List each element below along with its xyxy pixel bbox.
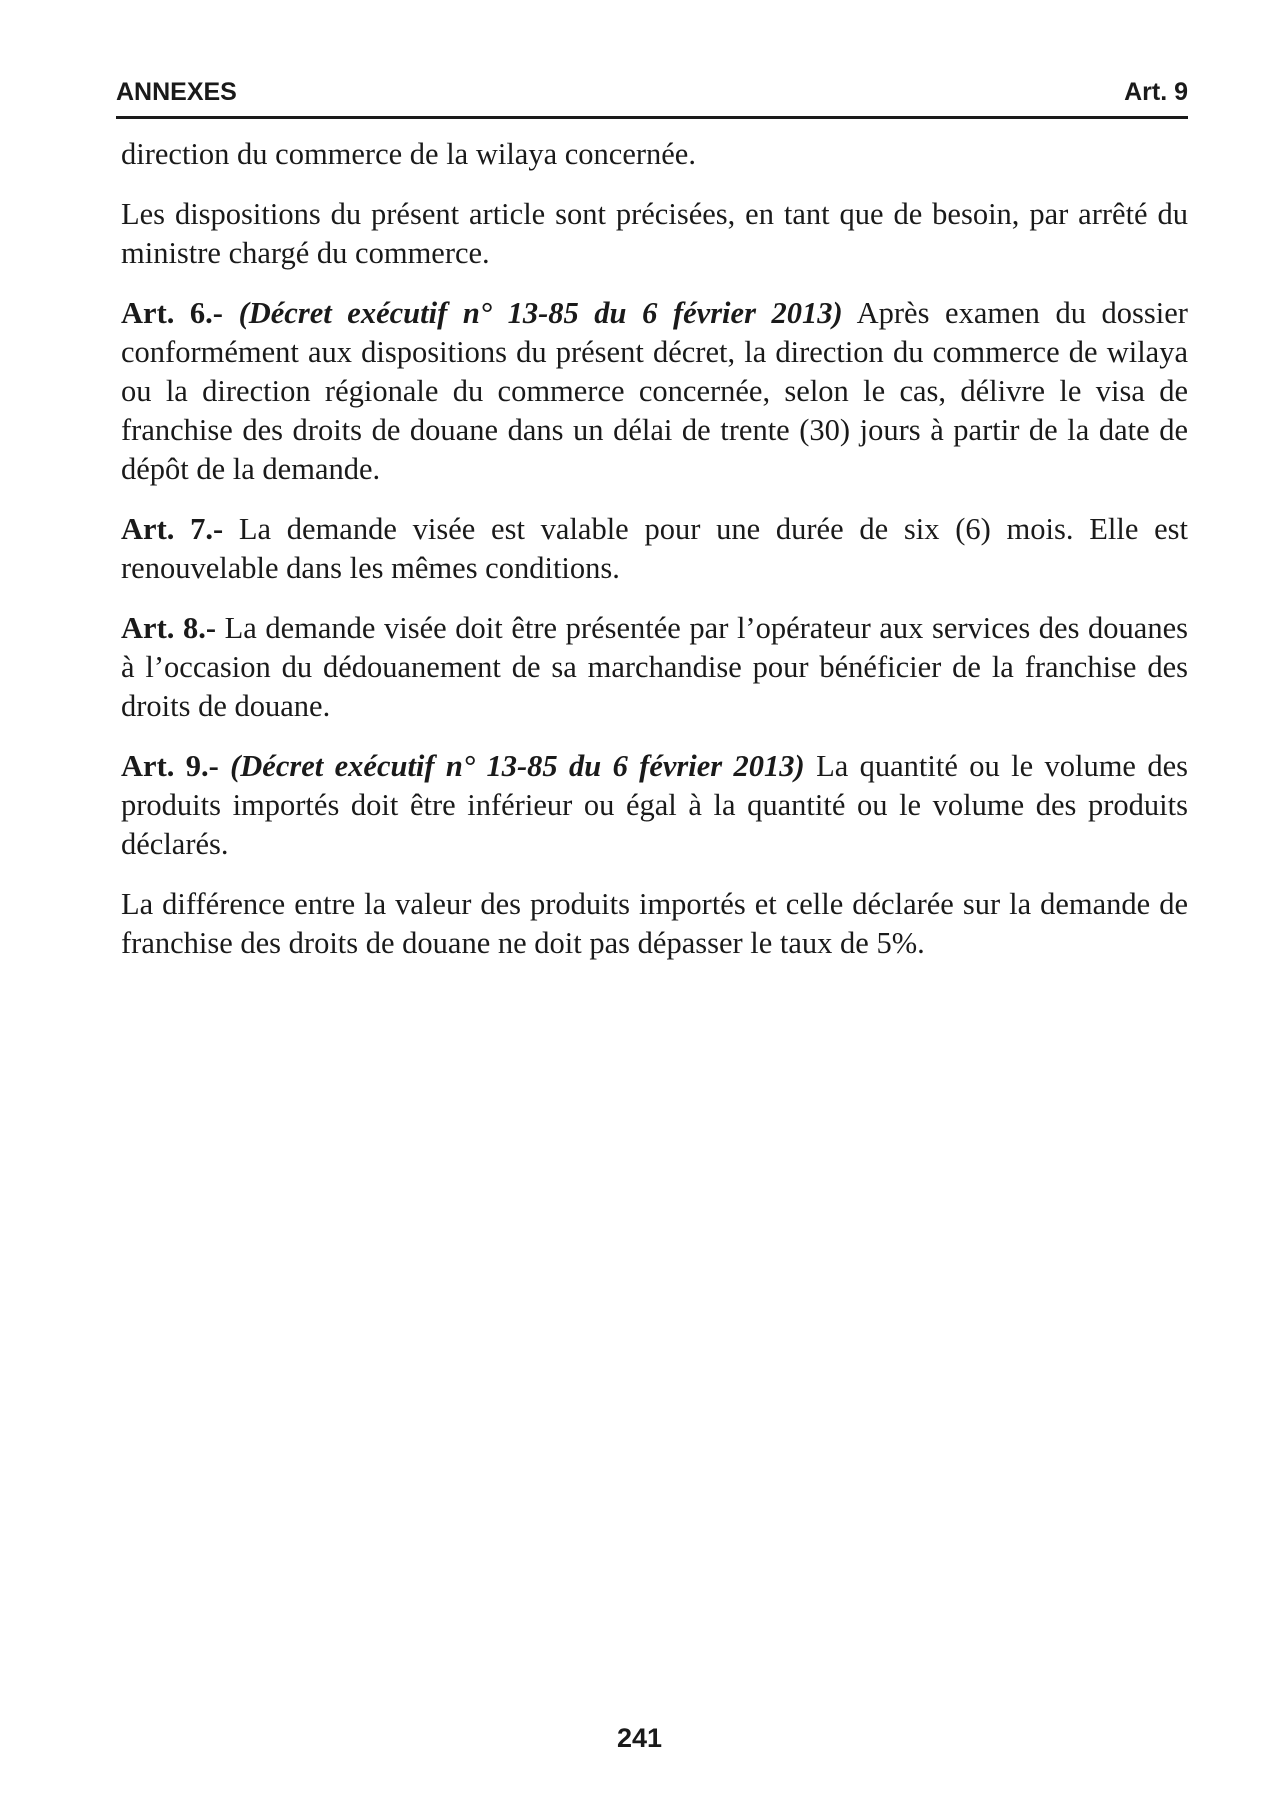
paragraph (121, 195, 1188, 273)
page-header (116, 76, 1188, 119)
paragraph (121, 135, 1188, 174)
paragraph-text: Les dispositions du présent article sont précisées, en tant que de besoin, par arrêté du ministre chargé du commerce. (121, 197, 1188, 270)
article-9 (121, 747, 1188, 864)
article-label: Art. 7.- (121, 512, 224, 546)
article-text: La demande visée est valable pour une durée de six (6) mois. Elle est renouvelable dans les mêmes conditions. (121, 512, 1188, 585)
decree-reference: (Décret exécutif n° 13-85 du 6 février 2013) (230, 749, 805, 783)
page-number: 241 (616, 1723, 663, 1753)
section-title: ANNEXES (116, 78, 237, 106)
paragraph (121, 885, 1188, 963)
article-label: Art. 8.- (121, 611, 216, 645)
decree-reference: (Décret exécutif n° 13-85 du 6 février 2013) (238, 296, 843, 330)
article-text: La quantité ou le volume des produits importés doit être inférieur ou égal à la quantité ou le volume des produits déclarés. (121, 749, 1188, 861)
article-label: Art. 6.- (121, 296, 223, 330)
article-reference: Art. 9 (1124, 78, 1188, 106)
paragraph-text: direction du commerce de la wilaya concernée. (121, 137, 696, 171)
article-text: Après examen du dossier conformément aux dispositions du présent décret, la direction du commerce de wilaya ou la direction régionale du commerce concernée, selon le cas, délivre le visa de franchise des droits de douane dans un délai de trente (30) jours à partir de la date de dépôt de la demande. (121, 296, 1188, 486)
article-7 (121, 510, 1188, 588)
article-6 (121, 294, 1188, 489)
article-8 (121, 609, 1188, 726)
article-label: Art. 9.- (121, 749, 219, 783)
article-text: La demande visée doit être présentée par l’opérateur aux services des douanes à l’occasion du dédouanement de sa marchandise pour bénéficier de la franchise des droits de douane. (121, 611, 1188, 723)
document-body (121, 135, 1188, 984)
paragraph-text: La différence entre la valeur des produits importés et celle déclarée sur la demande de franchise des droits de douane ne doit pas dépasser le taux de 5%. (121, 887, 1188, 960)
